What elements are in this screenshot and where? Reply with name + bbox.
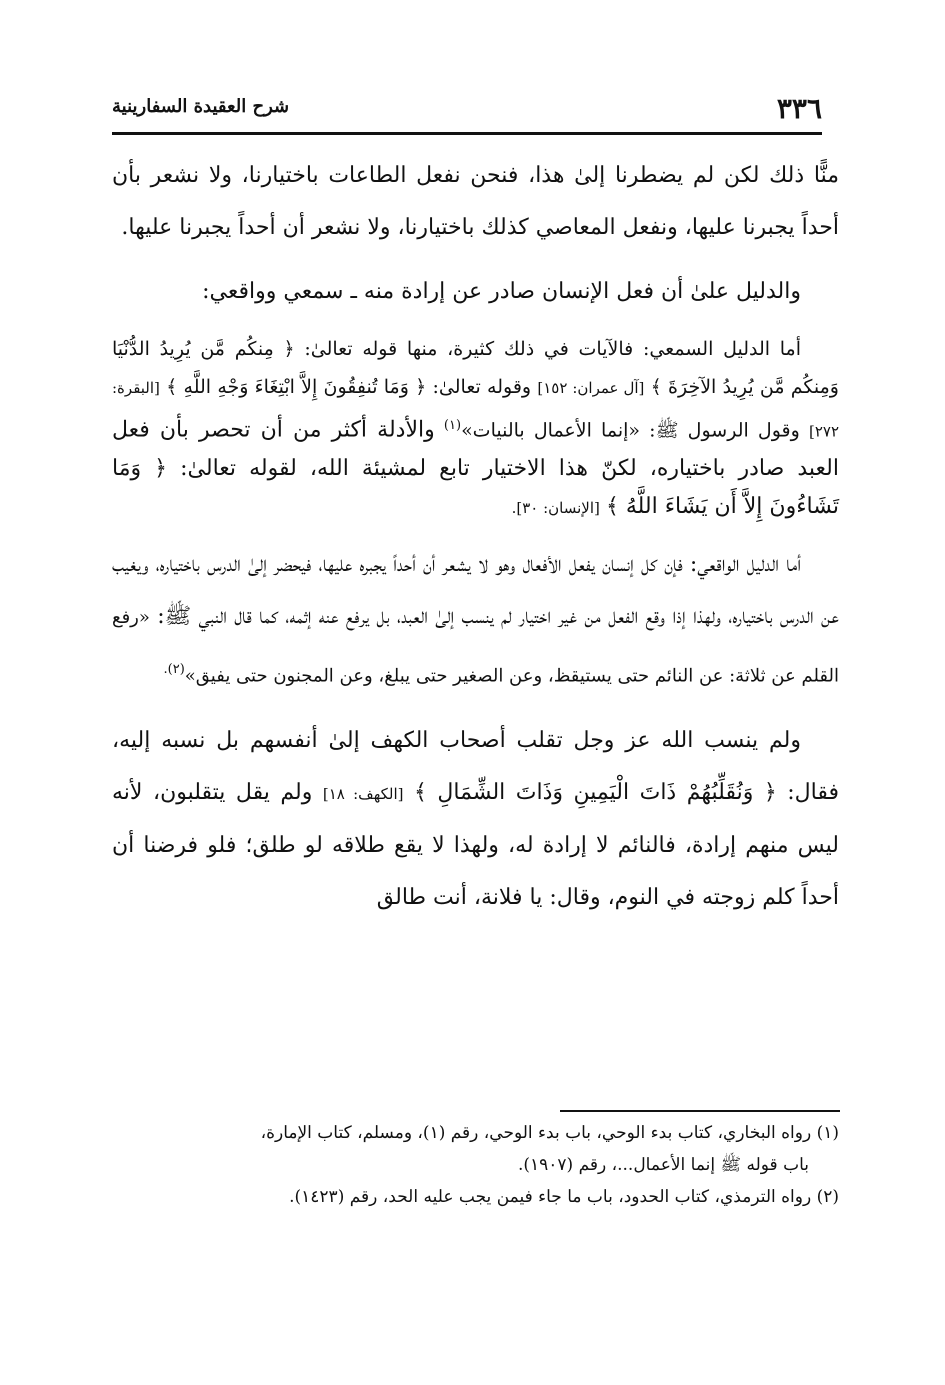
paragraph-2-text: والدليل علىٰ أن فعل الإنسان صادر عن إرادة منه ـ سمعي وواقعي:: [202, 279, 801, 304]
paragraph-3-text-d: والأدلة أكثر من أن تحصر بأن فعل العبد صادر باختياره، لكنّ هذا الاختيار تابع لمشيئة الله، لقوله تعالىٰ: ﴿ وَمَا تَشَاءُونَ إِلاَّ أَن يَشَاءَ اللَّهُ ﴾: [112, 417, 839, 520]
paragraph-1-text: منًّا ذلك لكن لم يضطرنا إلىٰ هذا، فنحن نفعل الطاعات باختيارنا، ولا نشعر بأن أحداً يجبرنا عليها، ونفعل المعاصي كذلك باختيارنا، ولا نشعر أن أحداً يجبرنا عليها.: [112, 163, 839, 240]
paragraph-4: [112, 539, 839, 702]
page-number: ٣٣٦: [776, 92, 822, 125]
citation-al-imran: [آل عمران: ١٥٢]: [537, 379, 645, 397]
citation-al-kahf: [الكهف: ١٨]: [322, 784, 404, 803]
paragraph-2: [112, 266, 839, 318]
footnote-2: [112, 1182, 839, 1212]
paragraph-3: [112, 330, 839, 527]
citation-al-baqara: [البقرة: ٢٧٢]: [112, 379, 840, 441]
footnote-ref-2: (٢).: [163, 662, 185, 678]
footnote-1-continued-text: باب قوله ﷺ إنما الأعمال...، رقم (١٩٠٧).: [517, 1155, 809, 1175]
paragraph-3-text: أما الدليل السمعي: فالآيات في ذلك كثيرة، منها قوله تعالىٰ: ﴿ مِنكُم مَّن يُرِيدُ الدُّنْيَا وَمِنكُم مَّن يُرِيدُ الآخِرَةَ ﴾: [112, 338, 839, 398]
header-divider: [112, 132, 822, 135]
paragraph-5-text: ولم ينسب الله عز وجل تقلب أصحاب الكهف إلىٰ أنفسهم بل نسبه إليه، فقال: ﴿ وَنُقَلِّبُهُمْ ذَاتَ الْيَمِينِ وَذَاتَ الشِّمَالِ ﴾: [112, 727, 839, 805]
paragraph-5-text-b: ولم يقل يتقلبون، لأنه ليس منهم إرادة، فالنائم لا إرادة له، ولهذا لا يقع طلاقه لو طلق؛ فلو فرضنا أن أحداً كلم زوجته في النوم، وقال: يا فلانة، أنت طالق: [112, 779, 839, 910]
footnote-1-continued: [112, 1150, 839, 1180]
hadith-quote: «رفع القلم عن ثلاثة: عن النائم حتى يستيقظ، وعن الصغير حتى يبلغ، وعن المجنون حتى يفيق»: [112, 607, 839, 687]
page-header: [112, 88, 822, 128]
citation-al-insan: [الإنسان: ٣٠].: [511, 499, 600, 518]
paragraph-3-text-c: وقول الرسول ﷺ: «إنما الأعمال بالنيات»: [461, 419, 800, 442]
footnote-ref-1: (١): [443, 418, 462, 433]
paragraph-4-text: أما الدليل الواقعي: فإن كل إنسان يفعل الأفعال وهو لا يشعر أن أحداً يجبره عليها، فيحضر إلىٰ الدرس باختياره، ويغيب عن الدرس باختياره، ولهذا إذا وقع الفعل من غير اختيار لم ينسب إلىٰ العبد، بل يرفع عنه إثمه، كما قال النبي ﷺ:: [112, 552, 839, 630]
footnote-divider: [560, 1110, 840, 1112]
main-text: [112, 150, 839, 936]
footnote-1: [112, 1118, 839, 1148]
footnote-2-text: (٢) رواه الترمذي، كتاب الحدود، باب ما جاء فيمن يجب عليه الحد، رقم (١٤٢٣).: [289, 1187, 839, 1207]
paragraph-5: [112, 715, 839, 924]
footnotes: [112, 1118, 839, 1214]
running-title: شرح العقيدة السفارينية: [112, 96, 290, 117]
paragraph-1: [112, 150, 839, 254]
footnote-1-text: (١) رواه البخاري، كتاب بدء الوحي، باب بدء الوحي، رقم (١)، ومسلم، كتاب الإمارة،: [260, 1123, 839, 1143]
paragraph-3-text-b: وقوله تعالىٰ: ﴿ وَمَا تُنفِقُونَ إِلاَّ ابْتِغَاءَ وَجْهِ اللَّهِ ﴾: [166, 376, 532, 398]
